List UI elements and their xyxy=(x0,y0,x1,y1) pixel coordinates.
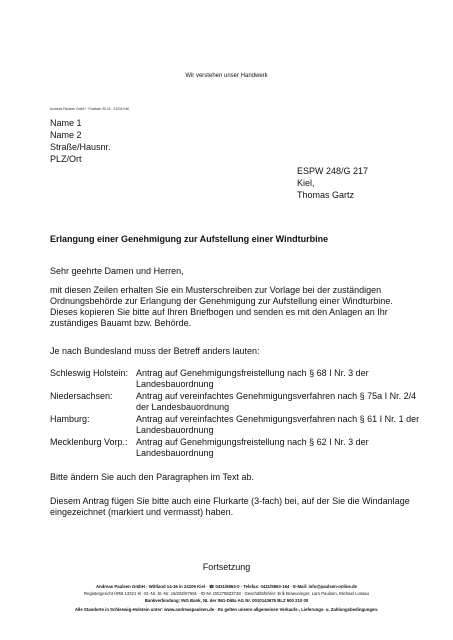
intro-line: Dieses kopieren Sie bitte auf Ihren Briefbogen und senden es mit den Anlagen an Ihr xyxy=(50,307,388,317)
recipient-city: PLZ/Ort xyxy=(50,154,82,164)
salutation: Sehr geehrte Damen und Herren, xyxy=(50,266,184,276)
rule-state-label: Niedersachsen: xyxy=(50,391,113,401)
intro-line: zuständiges Bauamt bzw. Behörde. xyxy=(50,318,192,328)
reference-contact: Thomas Gartz xyxy=(297,190,355,200)
continuation-note: Fortsetzung xyxy=(202,562,251,572)
footer-bank-line: Bankverbindung: ING Bank, NL der ING-DiBa AG Nr. 0010143675 BLZ 500 210 00 xyxy=(144,598,309,603)
sender-return-address: Andreas Paulsen GmbH · Postfach 35 43 · 24034 Kiel xyxy=(50,107,129,111)
reference-place-date: Kiel, xyxy=(297,178,315,188)
rule-text-line: Antrag auf vereinfachtes Genehmigungsverfahren nach § 61 I Nr. 1 der xyxy=(136,414,420,424)
letter-subject: Erlangung einer Genehmigung zur Aufstellung einer Windturbine xyxy=(50,234,329,244)
attachment-line: eingezeichnet (markiert und vermasst) haben. xyxy=(50,507,234,517)
intro-line: Ordnungsbehörde zur Erlangung der Genehmigung zur Aufstellung einer Windturbine. xyxy=(50,296,393,306)
reference-code: ESPW 248/G 217 xyxy=(297,166,369,176)
rule-text-line: der Landesbauordnung xyxy=(136,402,230,412)
rule-text-line: Landesbauordnung xyxy=(136,448,214,458)
footer-locations-line: Alle Standorte in Schleswig-Holstein unter: www.andreaspaulsen.de · Es gelten unsere allgemeinen Verkaufs-, Lieferungs- u. Zahlungsbedingungen. xyxy=(74,607,379,612)
change-note: Bitte ändern Sie auch den Paragraphen im Text ab. xyxy=(50,472,254,482)
rule-text-line: Antrag auf Genehmigungsfreistellung nach § 62 I Nr. 3 der xyxy=(136,437,369,447)
rule-state-label: Schleswig Holstein: xyxy=(50,368,129,378)
rule-state-label: Mecklenburg Vorp.: xyxy=(50,437,128,447)
recipient-name-2: Name 2 xyxy=(50,130,82,140)
intro-line: mit diesen Zeilen erhalten Sie ein Musterschreiben zur Vorlage bei der zuständigen xyxy=(50,285,382,295)
footer-company-line: Andreas Paulsen GmbH · Wittland 14-16 in 24109 Kiel · ☎ 0431/5863-0 · Telefax: 0431/5863-164 · E-Mail: info@paulsen-online.de xyxy=(95,584,358,589)
rule-text-line: Landesbauordnung xyxy=(136,425,214,435)
bundesland-note: Je nach Bundesland muss der Betreff anders lauten: xyxy=(50,346,260,356)
company-tagline: Wir verstehen unser Handwerk xyxy=(185,73,268,79)
attachment-line: Diesem Antrag fügen Sie bitte auch eine Flurkarte (3-fach) bei, auf der Sie die Windanlage xyxy=(50,496,410,506)
recipient-street: Straße/Hausnr. xyxy=(50,142,111,152)
recipient-name-1: Name 1 xyxy=(50,118,82,128)
rule-text-line: Landesbauordnung xyxy=(136,379,214,389)
rule-text-line: Antrag auf Genehmigungsfreistellung nach § 68 I Nr. 3 der xyxy=(136,368,369,378)
footer-register-line: Registergericht HRB 13321 Kl ·St.-Nr. St.-Nr. 19/292/07691 · ID-Nr. DE279833748 · Geschäftsführer: Erik Braeuninger, Lars Paulsen, Michael Lossau xyxy=(84,591,369,596)
rule-text-line: Antrag auf vereinfachtes Genehmigungsverfahren nach § 75a I Nr. 2/4 xyxy=(136,391,417,401)
rule-state-label: Hamburg: xyxy=(50,414,90,424)
